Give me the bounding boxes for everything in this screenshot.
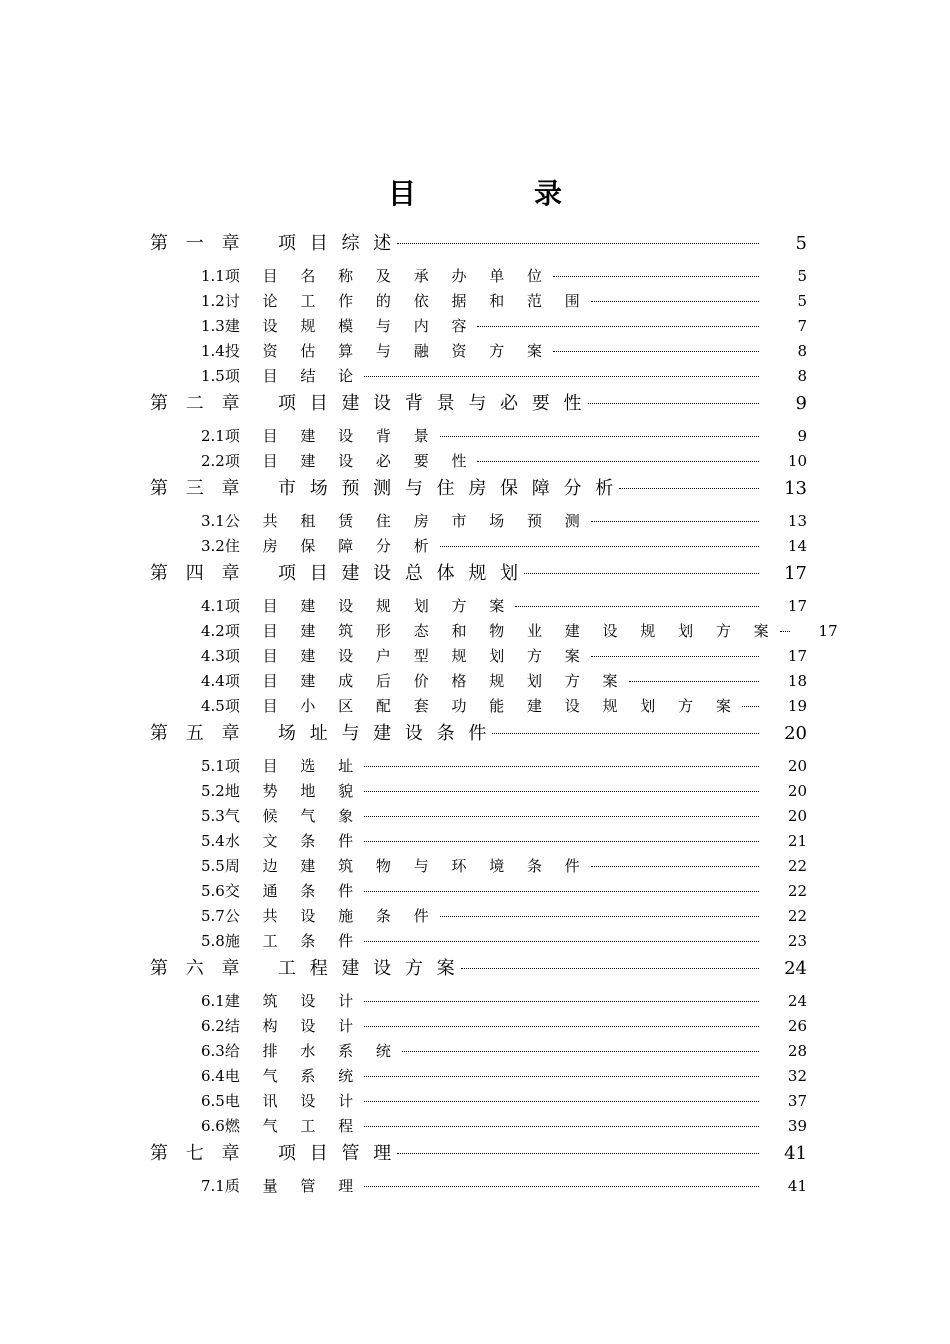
toc-section-6-6[interactable]	[201, 1115, 807, 1136]
dot-leader	[492, 733, 759, 734]
section-page-number: 39	[787, 1117, 807, 1135]
chapter-page-number: 13	[784, 478, 807, 499]
section-title: 燃 气 工 程	[224, 1117, 363, 1135]
dot-leader	[591, 656, 759, 657]
chapter-page-number: 9	[795, 393, 807, 414]
dot-leader	[591, 301, 759, 302]
dot-leader	[440, 916, 759, 917]
section-title: 地 势 地 貌	[224, 782, 363, 800]
section-page-number: 8	[797, 342, 807, 360]
chapter-label: 第 三 章	[150, 478, 246, 499]
section-number: 5.6	[201, 882, 225, 900]
dot-leader	[440, 546, 759, 547]
dot-leader	[477, 461, 759, 462]
section-number: 1.3	[201, 317, 225, 335]
title-part-1: 目	[387, 177, 416, 210]
section-number: 1.5	[201, 367, 225, 385]
chapter-title: 场 址 与 建 设 条 件	[278, 723, 491, 744]
section-title: 住 房 保 障 分 析	[224, 537, 438, 555]
section-number: 6.2	[201, 1017, 225, 1035]
dot-leader	[461, 968, 759, 969]
chapter-label: 第 五 章	[150, 723, 246, 744]
section-title: 讨 论 工 作 的 依 据 和 范 围	[224, 292, 589, 310]
chapter-title: 项 目 管 理	[278, 1143, 396, 1164]
chapter-label: 第 七 章	[150, 1143, 246, 1164]
section-page-number: 18	[787, 672, 807, 690]
section-title: 公 共 设 施 条 件	[224, 907, 438, 925]
toc-chapter-2[interactable]	[150, 389, 807, 415]
dot-leader	[619, 488, 759, 489]
dot-leader	[364, 941, 759, 942]
dot-leader	[364, 376, 759, 377]
section-page-number: 20	[787, 782, 807, 800]
dot-leader	[591, 521, 759, 522]
chapter-page-number: 17	[784, 563, 807, 584]
section-page-number: 7	[797, 317, 807, 335]
dot-leader	[364, 891, 759, 892]
section-number: 6.6	[201, 1117, 225, 1135]
toc-section-6-3[interactable]	[201, 1040, 807, 1061]
chapter-label: 第 六 章	[150, 958, 246, 979]
section-page-number: 26	[787, 1017, 807, 1035]
toc-section-6-1[interactable]	[201, 990, 807, 1011]
toc-chapter-6[interactable]	[150, 954, 807, 980]
section-title: 项 目 名 称 及 承 办 单 位	[224, 267, 552, 285]
section-title: 项 目 建 筑 形 态 和 物 业 建 设 规 划 方 案	[224, 622, 778, 640]
toc-chapter-3[interactable]	[150, 474, 807, 500]
chapter-title: 市 场 预 测 与 住 房 保 障 分 析	[278, 478, 618, 499]
section-page-number: 20	[787, 807, 807, 825]
dot-leader	[440, 436, 759, 437]
dot-leader	[364, 766, 759, 767]
section-page-number: 23	[787, 932, 807, 950]
dot-leader	[553, 351, 759, 352]
section-number: 1.2	[201, 292, 225, 310]
toc-section-2-2[interactable]	[201, 450, 807, 471]
section-page-number: 5	[797, 267, 807, 285]
toc-section-1-4[interactable]	[201, 340, 807, 361]
dot-leader	[364, 1026, 759, 1027]
section-title: 施 工 条 件	[224, 932, 363, 950]
section-number: 6.1	[201, 992, 225, 1010]
section-page-number: 17	[818, 622, 838, 640]
section-title: 建 筑 设 计	[224, 992, 363, 1010]
toc-section-5-1[interactable]	[201, 755, 807, 776]
toc-section-6-4[interactable]	[201, 1065, 807, 1086]
dot-leader	[364, 1126, 759, 1127]
title-part-2: 录	[534, 177, 563, 210]
section-page-number: 20	[787, 757, 807, 775]
section-number: 1.4	[201, 342, 225, 360]
chapter-label: 第 一 章	[150, 233, 246, 254]
section-number: 5.4	[201, 832, 225, 850]
section-page-number: 37	[787, 1092, 807, 1110]
section-title: 项 目 建 设 必 要 性	[224, 452, 476, 470]
section-page-number: 10	[787, 452, 807, 470]
section-number: 6.5	[201, 1092, 225, 1110]
toc-section-5-4[interactable]	[201, 830, 807, 851]
toc-section-5-5[interactable]	[201, 855, 807, 876]
toc-section-6-2[interactable]	[201, 1015, 807, 1036]
section-number: 4.4	[201, 672, 225, 690]
section-page-number: 21	[787, 832, 807, 850]
section-title: 水 文 条 件	[224, 832, 363, 850]
section-page-number: 19	[787, 697, 807, 715]
toc-section-3-2[interactable]	[201, 535, 807, 556]
section-page-number: 22	[787, 857, 807, 875]
toc-section-5-7[interactable]	[201, 905, 807, 926]
dot-leader	[397, 1153, 759, 1154]
toc-section-4-2[interactable]	[201, 620, 838, 641]
dot-leader	[402, 1051, 759, 1052]
toc-section-5-2[interactable]	[201, 780, 807, 801]
section-number: 5.2	[201, 782, 225, 800]
chapter-title: 工 程 建 设 方 案	[278, 958, 459, 979]
toc-section-1-5[interactable]	[201, 365, 807, 386]
section-title: 建 设 规 模 与 内 容	[224, 317, 476, 335]
section-title: 项 目 建 设 背 景	[224, 427, 438, 445]
toc-section-4-1[interactable]	[201, 595, 807, 616]
section-page-number: 41	[787, 1177, 807, 1195]
section-title: 项 目 建 设 规 划 方 案	[224, 597, 514, 615]
dot-leader	[553, 276, 759, 277]
dot-leader	[780, 631, 790, 632]
toc-section-1-3[interactable]	[201, 315, 807, 336]
section-page-number: 28	[787, 1042, 807, 1060]
section-title: 电 气 系 统	[224, 1067, 363, 1085]
section-page-number: 24	[787, 992, 807, 1010]
dot-leader	[364, 816, 759, 817]
dot-leader	[629, 681, 759, 682]
section-number: 6.3	[201, 1042, 225, 1060]
chapter-page-number: 24	[784, 958, 807, 979]
section-page-number: 32	[787, 1067, 807, 1085]
dot-leader	[742, 706, 759, 707]
dot-leader	[364, 791, 759, 792]
section-number: 7.1	[201, 1177, 225, 1195]
toc-section-3-1[interactable]	[201, 510, 807, 531]
section-page-number: 22	[787, 882, 807, 900]
toc-section-2-1[interactable]	[201, 425, 807, 446]
chapter-label: 第 四 章	[150, 563, 246, 584]
dot-leader	[364, 1076, 759, 1077]
toc-section-5-8[interactable]	[201, 930, 807, 951]
section-number: 3.2	[201, 537, 225, 555]
section-number: 4.3	[201, 647, 225, 665]
chapter-page-number: 5	[795, 233, 807, 254]
chapter-label: 第 二 章	[150, 393, 246, 414]
section-page-number: 17	[787, 597, 807, 615]
section-page-number: 9	[797, 427, 807, 445]
dot-leader	[588, 403, 760, 404]
toc-section-1-2[interactable]	[201, 290, 807, 311]
section-page-number: 22	[787, 907, 807, 925]
dot-leader	[397, 243, 759, 244]
section-title: 投 资 估 算 与 融 资 方 案	[224, 342, 552, 360]
section-title: 给 排 水 系 统	[224, 1042, 400, 1060]
chapter-page-number: 20	[784, 723, 807, 744]
section-number: 4.1	[201, 597, 225, 615]
dot-leader	[591, 866, 759, 867]
toc-chapter-1[interactable]	[150, 229, 807, 255]
section-page-number: 5	[797, 292, 807, 310]
toc-section-4-4[interactable]	[201, 670, 807, 691]
chapter-title: 项 目 建 设 背 景 与 必 要 性	[278, 393, 586, 414]
section-number: 3.1	[201, 512, 225, 530]
section-number: 5.8	[201, 932, 225, 950]
section-number: 1.1	[201, 267, 225, 285]
toc-section-7-1[interactable]	[201, 1175, 807, 1196]
section-number: 5.5	[201, 857, 225, 875]
section-number: 6.4	[201, 1067, 225, 1085]
section-number: 4.2	[201, 622, 225, 640]
chapter-page-number: 41	[784, 1143, 807, 1164]
section-number: 5.3	[201, 807, 225, 825]
toc-chapter-5[interactable]	[150, 719, 807, 745]
toc-section-4-5[interactable]	[201, 695, 807, 716]
toc-section-6-5[interactable]	[201, 1090, 807, 1111]
toc-section-5-6[interactable]	[201, 880, 807, 901]
section-title: 周 边 建 筑 物 与 环 境 条 件	[224, 857, 589, 875]
section-number: 2.2	[201, 452, 225, 470]
section-title: 公 共 租 赁 住 房 市 场 预 测	[224, 512, 589, 530]
section-title: 气 候 气 象	[224, 807, 363, 825]
chapter-title: 项 目 建 设 总 体 规 划	[278, 563, 523, 584]
section-page-number: 8	[797, 367, 807, 385]
toc-chapter-4[interactable]	[150, 559, 807, 585]
section-title: 结 构 设 计	[224, 1017, 363, 1035]
dot-leader	[515, 606, 759, 607]
section-title: 项 目 建 设 户 型 规 划 方 案	[224, 647, 589, 665]
dot-leader	[364, 841, 759, 842]
toc-section-1-1[interactable]	[201, 265, 807, 286]
section-number: 5.1	[201, 757, 225, 775]
section-page-number: 13	[787, 512, 807, 530]
section-title: 电 讯 设 计	[224, 1092, 363, 1110]
section-title: 质 量 管 理	[224, 1177, 363, 1195]
dot-leader	[364, 1101, 759, 1102]
toc-section-5-3[interactable]	[201, 805, 807, 826]
dot-leader	[364, 1001, 759, 1002]
toc-chapter-7[interactable]	[150, 1139, 807, 1165]
section-title: 项 目 选 址	[224, 757, 363, 775]
section-title: 项 目 小 区 配 套 功 能 建 设 规 划 方 案	[224, 697, 740, 715]
dot-leader	[524, 573, 759, 574]
section-number: 2.1	[201, 427, 225, 445]
section-number: 5.7	[201, 907, 225, 925]
section-title: 项 目 建 成 后 价 格 规 划 方 案	[224, 672, 627, 690]
section-page-number: 14	[787, 537, 807, 555]
toc-section-4-3[interactable]	[201, 645, 807, 666]
dot-leader	[477, 326, 759, 327]
section-title: 交 通 条 件	[224, 882, 363, 900]
section-title: 项 目 结 论	[224, 367, 363, 385]
chapter-title: 项 目 综 述	[278, 233, 396, 254]
section-number: 4.5	[201, 697, 225, 715]
section-page-number: 17	[787, 647, 807, 665]
dot-leader	[364, 1186, 759, 1187]
